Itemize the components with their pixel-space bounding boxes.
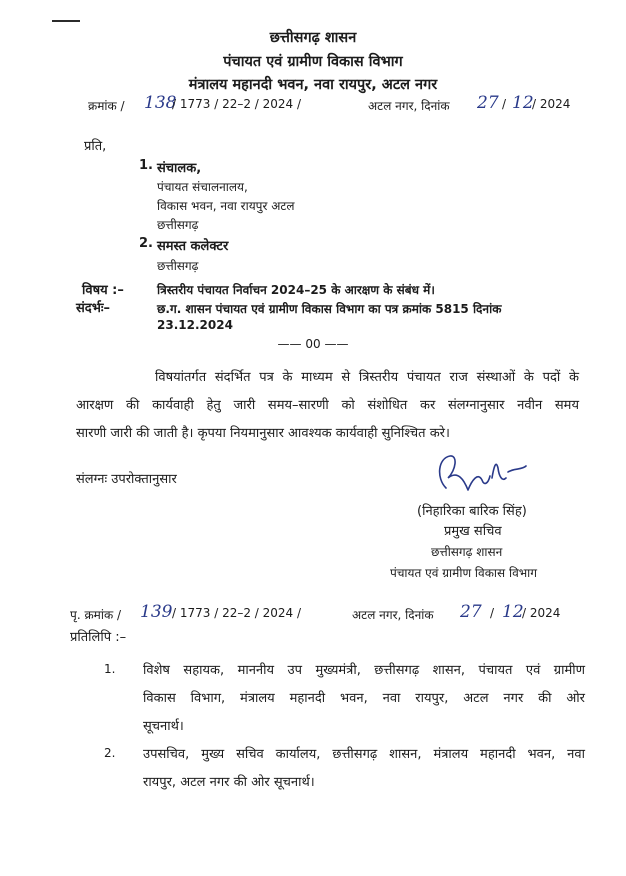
recipient-2-line: छत्तीसगढ़ — [157, 259, 199, 273]
ref1-month-handwritten: 12 — [512, 93, 534, 113]
copy-item-1-number: 1. — [104, 662, 116, 676]
enclosure: संलग्नः उपरोक्तानुसार — [76, 472, 177, 487]
header-line-2: पंचायत एवं ग्रामीण विकास विभाग — [223, 54, 403, 70]
recipient-2-title: समस्त कलेक्टर — [157, 239, 229, 254]
body-line-2: आरक्षण की कार्यवाही हेतु जारी समय–सारणी को संशोधित कर संलग्नानुसार नवीन समय — [76, 398, 579, 413]
ref2-month-handwritten: 12 — [502, 602, 524, 622]
reference-date: 23.12.2024 — [157, 318, 233, 332]
ref1-prefix: क्रमांक / — [88, 99, 125, 113]
ref1-day-handwritten: 27 — [477, 93, 499, 113]
ref2-number-handwritten: 139 — [140, 602, 173, 622]
reference-label: संदर्भः– — [76, 301, 110, 316]
recipient-1-line-2: विकास भवन, नवा रायपुर अटल — [157, 199, 295, 213]
copy-item-1-line-3: सूचनार्थ। — [143, 719, 184, 734]
header-line-3: मंत्रालय महानदी भवन, नवा रायपुर, अटल नगर — [188, 77, 438, 93]
signature-scribble — [428, 450, 532, 500]
ref2-year: / 2024 — [522, 606, 561, 620]
copy-item-1-line-2: विकास विभाग, मंत्रालय महानदी भवन, नवा रायपुर, अटल नगर की ओर — [143, 691, 585, 706]
ref2-sep: / — [490, 606, 495, 620]
reference-text: छ.ग. शासन पंचायत एवं ग्रामीण विकास विभाग का पत्र क्रमांक 5815 दिनांक — [157, 302, 502, 316]
signatory-name: (निहारिका बारिक सिंह) — [417, 504, 527, 519]
signatory-org-1: छत्तीसगढ़ शासन — [431, 545, 503, 559]
to-label: प्रति, — [84, 139, 107, 154]
copy-item-1-line-1: विशेष सहायक, माननीय उप मुख्यमंत्री, छत्तीसगढ़ शासन, पंचायत एवं ग्रामीण — [143, 663, 585, 678]
subject-text: त्रिस्तरीय पंचायत निर्वाचन 2024–25 के आरक्षण के संबंध में। — [157, 283, 435, 297]
recipient-1-number: 1. — [139, 158, 153, 173]
body-line-1: विषयांतर्गत संदर्भित पत्र के माध्यम से त्रिस्तरीय पंचायत राज संस्थाओं के पदों के — [155, 370, 579, 385]
signatory-designation: प्रमुख सचिव — [444, 524, 502, 539]
body-line-3: सारणी जारी की जाती है। कृपया नियमानुसार आवश्यक कार्यवाही सुनिश्चित करे। — [76, 426, 450, 441]
recipient-2-number: 2. — [139, 236, 153, 251]
ref2-prefix: पृ. क्रमांक / — [70, 608, 122, 622]
copy-item-2-number: 2. — [104, 746, 116, 760]
recipient-1-line-1: पंचायत संचालनालय, — [157, 180, 248, 194]
ref1-year: / 2024 — [532, 97, 571, 111]
ref2-place-date: अटल नगर, दिनांक — [352, 608, 434, 622]
recipient-1-line-3: छत्तीसगढ़ — [157, 218, 199, 232]
signatory-org-2: पंचायत एवं ग्रामीण विकास विभाग — [390, 566, 538, 580]
ref1-sep: / — [502, 97, 507, 111]
subject-label: विषय :– — [82, 283, 124, 298]
ref2-rest: / 1773 / 22–2 / 2024 / — [172, 606, 302, 620]
copy-item-2-line-2: रायपुर, अटल नगर की ओर सूचनार्थ। — [143, 775, 315, 790]
separator: —— 00 —— — [277, 337, 349, 351]
recipient-1-title: संचालक, — [157, 161, 202, 176]
ref1-number-handwritten: 138 — [144, 93, 177, 113]
ref1-place-date: अटल नगर, दिनांक — [368, 99, 450, 113]
header-line-1: छत्तीसगढ़ शासन — [269, 30, 357, 46]
ref1-rest: / 1773 / 22–2 / 2024 / — [172, 97, 302, 111]
ref2-day-handwritten: 27 — [460, 602, 482, 622]
copy-label: प्रतिलिपि :– — [70, 630, 127, 645]
pen-mark — [52, 20, 80, 22]
copy-item-2-line-1: उपसचिव, मुख्य सचिव कार्यालय, छत्तीसगढ़ शासन, मंत्रालय महानदी भवन, नवा — [143, 747, 585, 762]
